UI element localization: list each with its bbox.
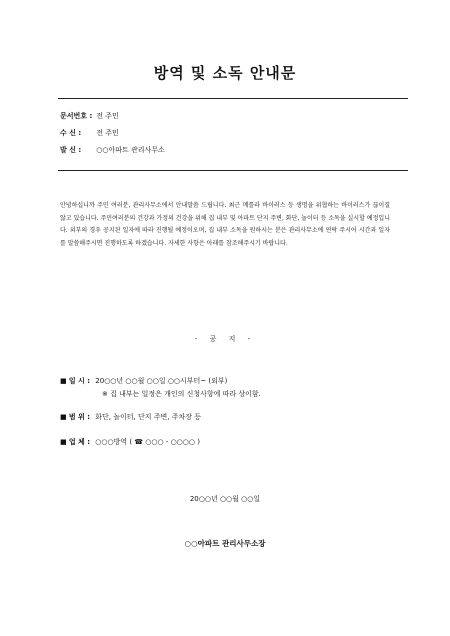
doc-number-value: 전 주민 xyxy=(96,112,119,120)
recipient-value: 전 주민 xyxy=(96,129,119,137)
sender-value: ○○아파트 관리사무소 xyxy=(96,146,165,154)
schedule-label: 일 시 : xyxy=(68,377,91,385)
body-paragraph: 안녕하십니까 주민 여러분, 관리사무소에서 안내말씀 드립니다. 최근 메를라 바이러스 등 생명을 위협하는 바이러스가 끊이질 않고 있습니다. 주민여러분의 건강과 가정의 건강을 위해 집 내부 및 아파트 단지 주변, 화단, 놀이터 등 소독을 실시할 예정입니다. 외부의 경우 공지된 일자에 따라 진행될 예정이오며, 집 내부 소독을 원하시는 분은 관리사무소에 연락 주시어 시간과 일자를 말씀해주시면 진행하도록 하겠습니다. 자세한 사항은 아래를 참조해주시기 바랍니다. xyxy=(60,202,390,247)
issue-date: 20○○년 ○○월 ○○일 xyxy=(189,495,261,503)
recipient-row xyxy=(60,128,119,138)
square-bullet-icon: ■ xyxy=(60,438,67,446)
recipient-label: 수 신 : xyxy=(60,129,82,137)
schedule-note: ※ 집 내부는 일정은 개인의 신청사항에 따라 상이함. xyxy=(102,390,261,398)
top-divider xyxy=(58,98,408,99)
doc-number-row xyxy=(60,111,119,121)
scope-label: 범 위 : xyxy=(68,413,91,421)
sender-row xyxy=(60,145,165,155)
sender-label: 발 신 : xyxy=(60,146,82,154)
company-value: ○○○방역 ( ☎ ○○○ - ○○○○ ) xyxy=(95,438,200,446)
square-bullet-icon: ■ xyxy=(60,377,67,385)
notice-heading: - 공 지 - xyxy=(194,335,256,343)
square-bullet-icon: ■ xyxy=(60,413,67,421)
schedule-value: 20○○년 ○○월 ○○일 ○○시부터~ (외부) xyxy=(95,377,228,385)
document-title: 방역 및 소독 안내문 xyxy=(153,64,297,82)
bottom-divider xyxy=(58,170,408,171)
issuer-signature: ○○아파트 관리사무소장 xyxy=(184,539,266,548)
doc-number-label: 문서번호 : xyxy=(60,112,93,120)
scope-item xyxy=(60,412,201,423)
scope-value: 화단, 놀이터, 단지 주변, 주차장 등 xyxy=(95,413,202,421)
company-label: 업 체 : xyxy=(68,438,91,446)
company-item xyxy=(60,437,200,448)
schedule-item xyxy=(60,376,227,387)
